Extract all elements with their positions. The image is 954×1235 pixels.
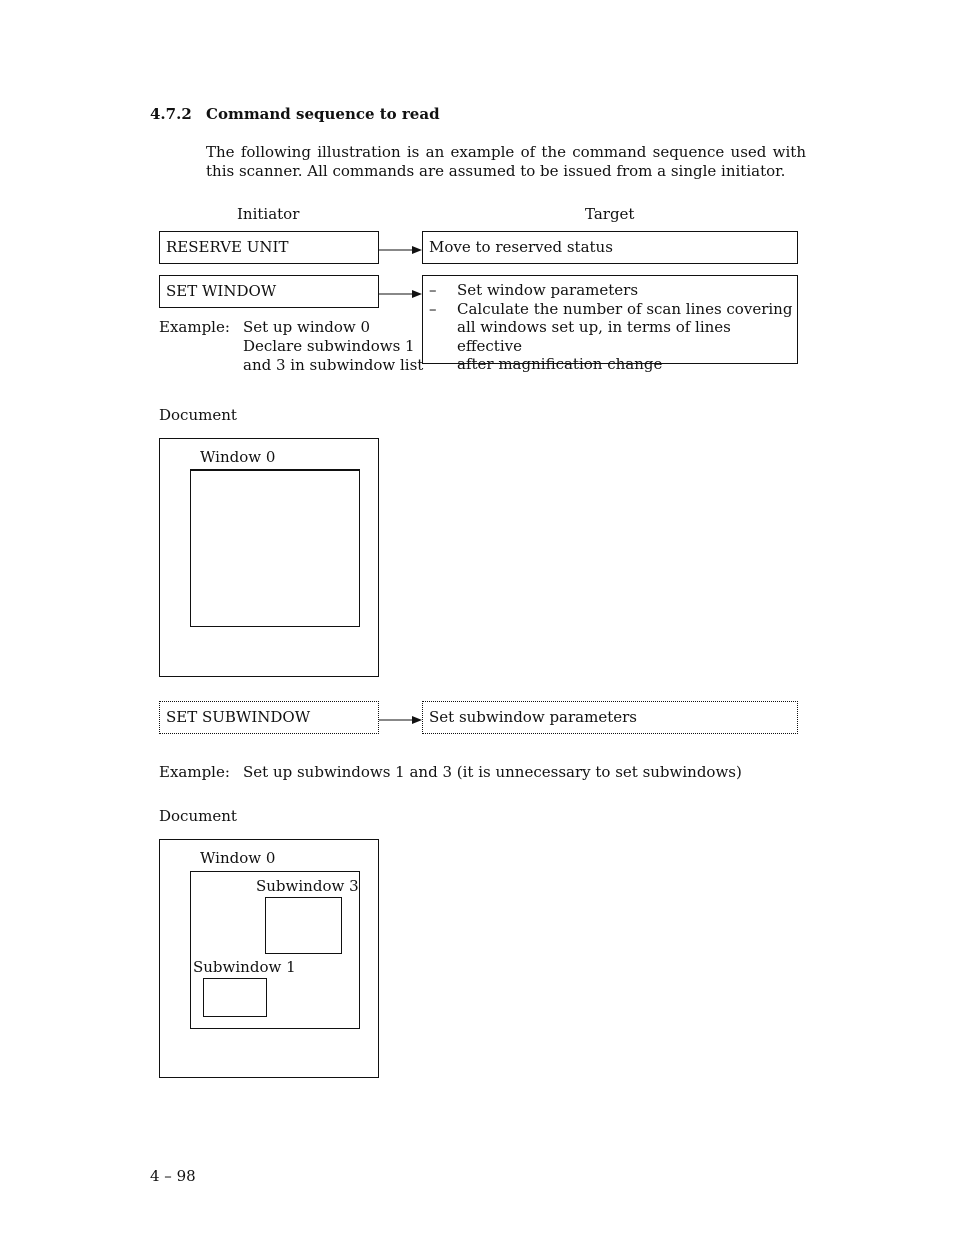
set-subwindow-command-box <box>159 701 379 734</box>
set-window-target-item: – Calculate the number of scan lines covering all windows set up, in terms of lines effective after magnification change <box>429 299 793 373</box>
set-window-target-box <box>422 275 798 373</box>
subwindow-1-box <box>203 978 267 1017</box>
reserve-unit-command-box <box>159 231 379 264</box>
set-window-command-box <box>159 275 379 308</box>
set-subwindow-example-label: Example: <box>159 763 230 781</box>
subwindow-3-box <box>265 897 342 954</box>
intro-paragraph: The following illustration is an example of the command sequence used with this scanner. All commands are assumed to be issued from a single initiator. <box>206 143 806 180</box>
document-1-frame <box>159 438 379 677</box>
subwindow-3-label: Subwindow 3 <box>256 877 359 895</box>
set-window-target-item: – Set window parameters <box>429 281 639 299</box>
reserve-unit-target-label: Move to reserved status <box>429 238 613 256</box>
reserve-unit-arrow <box>379 243 423 257</box>
set-window-example-text: Set up window 0 Declare subwindows 1 and 3 in subwindow list <box>243 318 424 374</box>
set-subwindow-arrow <box>379 713 423 727</box>
target-column-label: Target <box>585 205 635 223</box>
document-1-window-0 <box>190 469 360 627</box>
document-2-frame <box>159 839 379 1078</box>
reserve-unit-target-box <box>422 231 798 264</box>
document-1-label: Document <box>159 406 237 424</box>
set-window-arrow <box>379 287 423 301</box>
set-subwindow-target-label: Set subwindow parameters <box>429 708 637 726</box>
section-title: Command sequence to read <box>206 105 440 123</box>
set-window-example-label: Example: <box>159 318 230 336</box>
set-window-target-list <box>429 281 797 374</box>
document-2-window-0 <box>190 871 360 1029</box>
document-2-window-label: Window 0 <box>200 849 276 867</box>
set-subwindow-command-label: SET SUBWINDOW <box>166 708 311 726</box>
reserve-unit-command-label: RESERVE UNIT <box>166 238 289 256</box>
set-subwindow-target-box <box>422 701 798 734</box>
document-1-window-label: Window 0 <box>200 448 276 466</box>
section-number: 4.7.2 <box>150 105 192 123</box>
set-subwindow-example-text: Set up subwindows 1 and 3 (it is unnecessary to set subwindows) <box>243 763 742 781</box>
page-number: 4 – 98 <box>150 1167 196 1185</box>
set-window-command-label: SET WINDOW <box>166 282 277 300</box>
initiator-column-label: Initiator <box>237 205 300 223</box>
subwindow-1-label: Subwindow 1 <box>193 958 296 976</box>
document-2-label: Document <box>159 807 237 825</box>
